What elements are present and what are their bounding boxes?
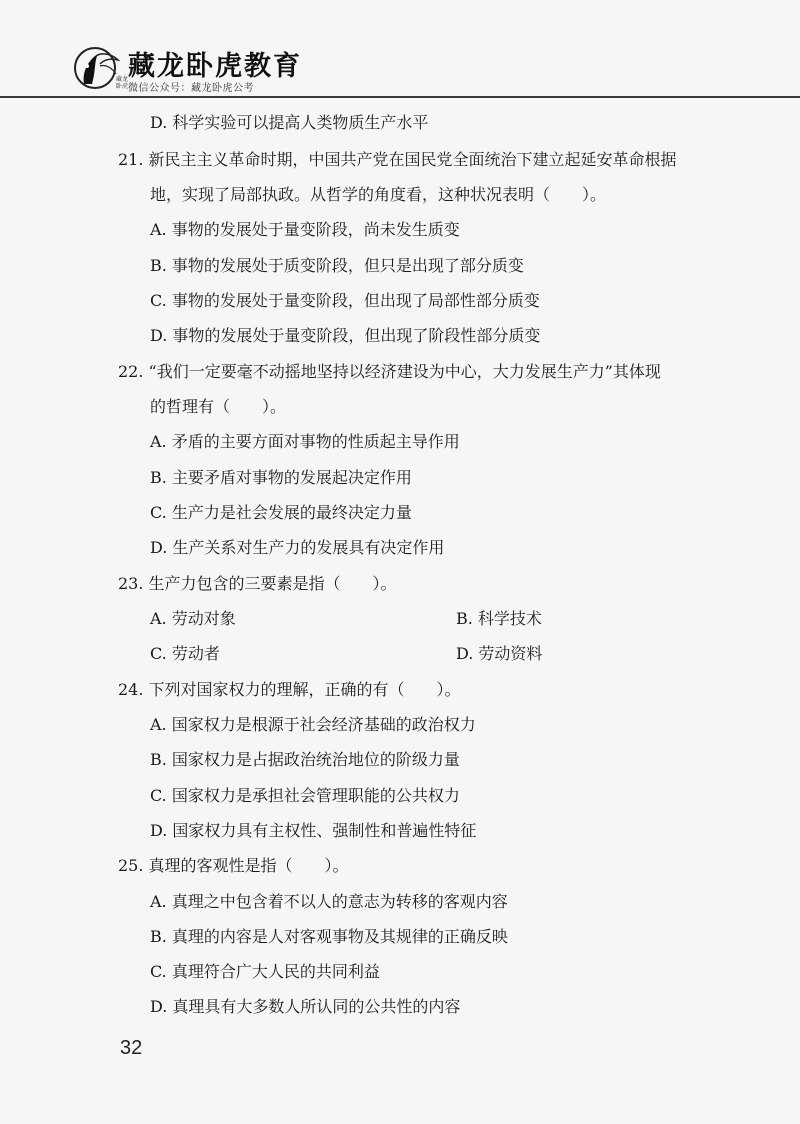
option-line: B. 科学技术 [456,609,542,628]
option-line: A. 国家权力是根源于社会经济基础的政治权力 [150,715,476,734]
option-line: C. 国家权力是承担社会管理职能的公共权力 [150,786,460,805]
option-line: C. 事物的发展处于量变阶段，但出现了局部性部分质变 [150,291,540,310]
option-line: A. 事物的发展处于量变阶段，尚未发生质变 [150,220,460,239]
question-stem: 25. 真理的客观性是指（ ）。 [118,856,349,875]
header-divider [0,96,800,98]
option-line: C. 生产力是社会发展的最终决定力量 [150,503,412,522]
option-line: D. 劳动资料 [456,644,543,663]
dragon-logo-icon [72,44,122,90]
question-stem: 21. 新民主主义革命时期，中国共产党在国民党全面统治下建立起延安革命根据 [118,150,677,169]
option-line: D. 生产关系对生产力的发展具有决定作用 [150,538,445,557]
question-stem: 地，实现了局部执政。从哲学的角度看，这种状况表明（ ）。 [150,185,607,204]
option-line: A. 劳动对象 [150,609,236,628]
option-line: D. 科学实验可以提高人类物质生产水平 [150,113,429,132]
page-header [0,0,800,100]
question-stem: 的哲理有（ ）。 [150,397,287,416]
option-line: A. 矛盾的主要方面对事物的性质起主导作用 [150,432,460,451]
question-stem: 22. “我们一定要毫不动摇地坚持以经济建设为中心，大力发展生产力”其体现 [118,362,661,381]
option-line: B. 事物的发展处于质变阶段，但只是出现了部分质变 [150,256,524,275]
option-line: D. 事物的发展处于量变阶段，但出现了阶段性部分质变 [150,326,541,345]
page-number: 32 [120,1037,143,1059]
option-line: D. 国家权力具有主权性、强制性和普遍性特征 [150,821,477,840]
question-stem: 24. 下列对国家权力的理解，正确的有（ ）。 [118,680,461,699]
option-line: B. 真理的内容是人对客观事物及其规律的正确反映 [150,927,508,946]
option-line: B. 主要矛盾对事物的发展起决定作用 [150,468,412,487]
option-line: C. 真理符合广大人民的共同利益 [150,962,380,981]
option-line: A. 真理之中包含着不以人的意志为转移的客观内容 [150,892,508,911]
option-line: D. 真理具有大多数人所认同的公共性的内容 [150,997,461,1016]
option-line: C. 劳动者 [150,644,220,663]
question-stem: 23. 生产力包含的三要素是指（ ）。 [118,574,397,593]
brand-tagline: 微信公众号：藏龙卧虎公考 [128,83,254,94]
option-line: B. 国家权力是占据政治统治地位的阶级力量 [150,750,460,769]
brand-name: 藏龙卧虎教育 [128,51,302,82]
brand-small-label: 藏龙卧虎 [116,76,129,90]
